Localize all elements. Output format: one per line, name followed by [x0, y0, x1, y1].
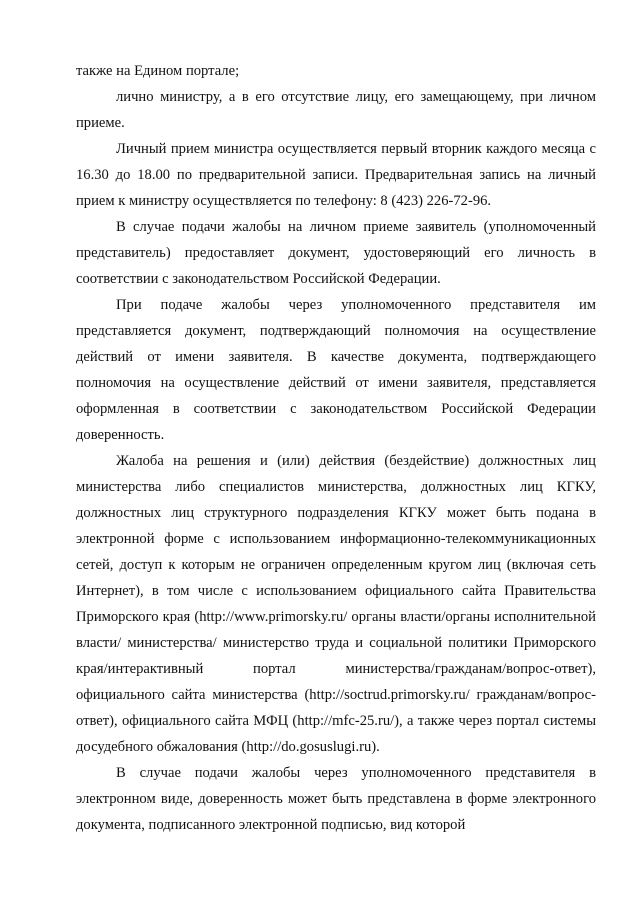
- paragraph-electronic-complaint: Жалоба на решения и (или) действия (бездействие) должностных лиц министерства либо специалистов министерства, должностных лиц КГКУ, должностных лиц структурного подразделения КГКУ может быть подана в электронной форме с использованием информационно-телекоммуникационных сетей, доступ к которым не ограничен определенным кругом лиц (включая сеть Интернет), в том числе с использованием официального сайта Правительства Приморского края (http://www.primorsky.ru/ органы власти/органы исполнительной власти/ министерства/ министерство труда и социальной политики Приморского края/интерактивный портал министерства/гражданам/вопрос-ответ), официального сайта министерства (http://soctrud.primorsky.ru/ гражданам/вопрос-ответ), официального сайта МФЦ (http://mfc-25.ru/), а также через портал системы досудебного обжалования (http://do.gosuslugi.ru).: [76, 453, 596, 755]
- paragraph-identity-document: В случае подачи жалобы на личном приеме заявитель (уполномоченный представитель) предоставляет документ, удостоверяющий его личность в соответствии с законодательством Российской Федерации.: [76, 219, 596, 287]
- document-page: [76, 58, 596, 838]
- paragraph-reception-schedule: Личный прием министра осуществляется первый вторник каждого месяца с 16.30 до 18.00 по предварительной записи. Предварительная запись на личный прием к министру осуществляется по телефону: 8 (423) 226-72-96.: [76, 141, 596, 209]
- paragraph-personal-appeal: лично министру, а в его отсутствие лицу, его замещающему, при личном приеме.: [76, 89, 596, 131]
- paragraph-electronic-power-of-attorney: В случае подачи жалобы через уполномоченного представителя в электронном виде, доверенность может быть представлена в форме электронного документа, подписанного электронной подписью, вид которой: [76, 765, 596, 833]
- paragraph-continuation: также на Едином портале;: [76, 63, 240, 79]
- paragraph-representative-authority: При подаче жалобы через уполномоченного представителя им представляется документ, подтверждающий полномочия на осуществление действий от имени заявителя. В качестве документа, подтверждающего полномочия на осуществление действий от имени заявителя, представляется оформленная в соответствии с законодательством Российской Федерации доверенность.: [76, 297, 596, 443]
